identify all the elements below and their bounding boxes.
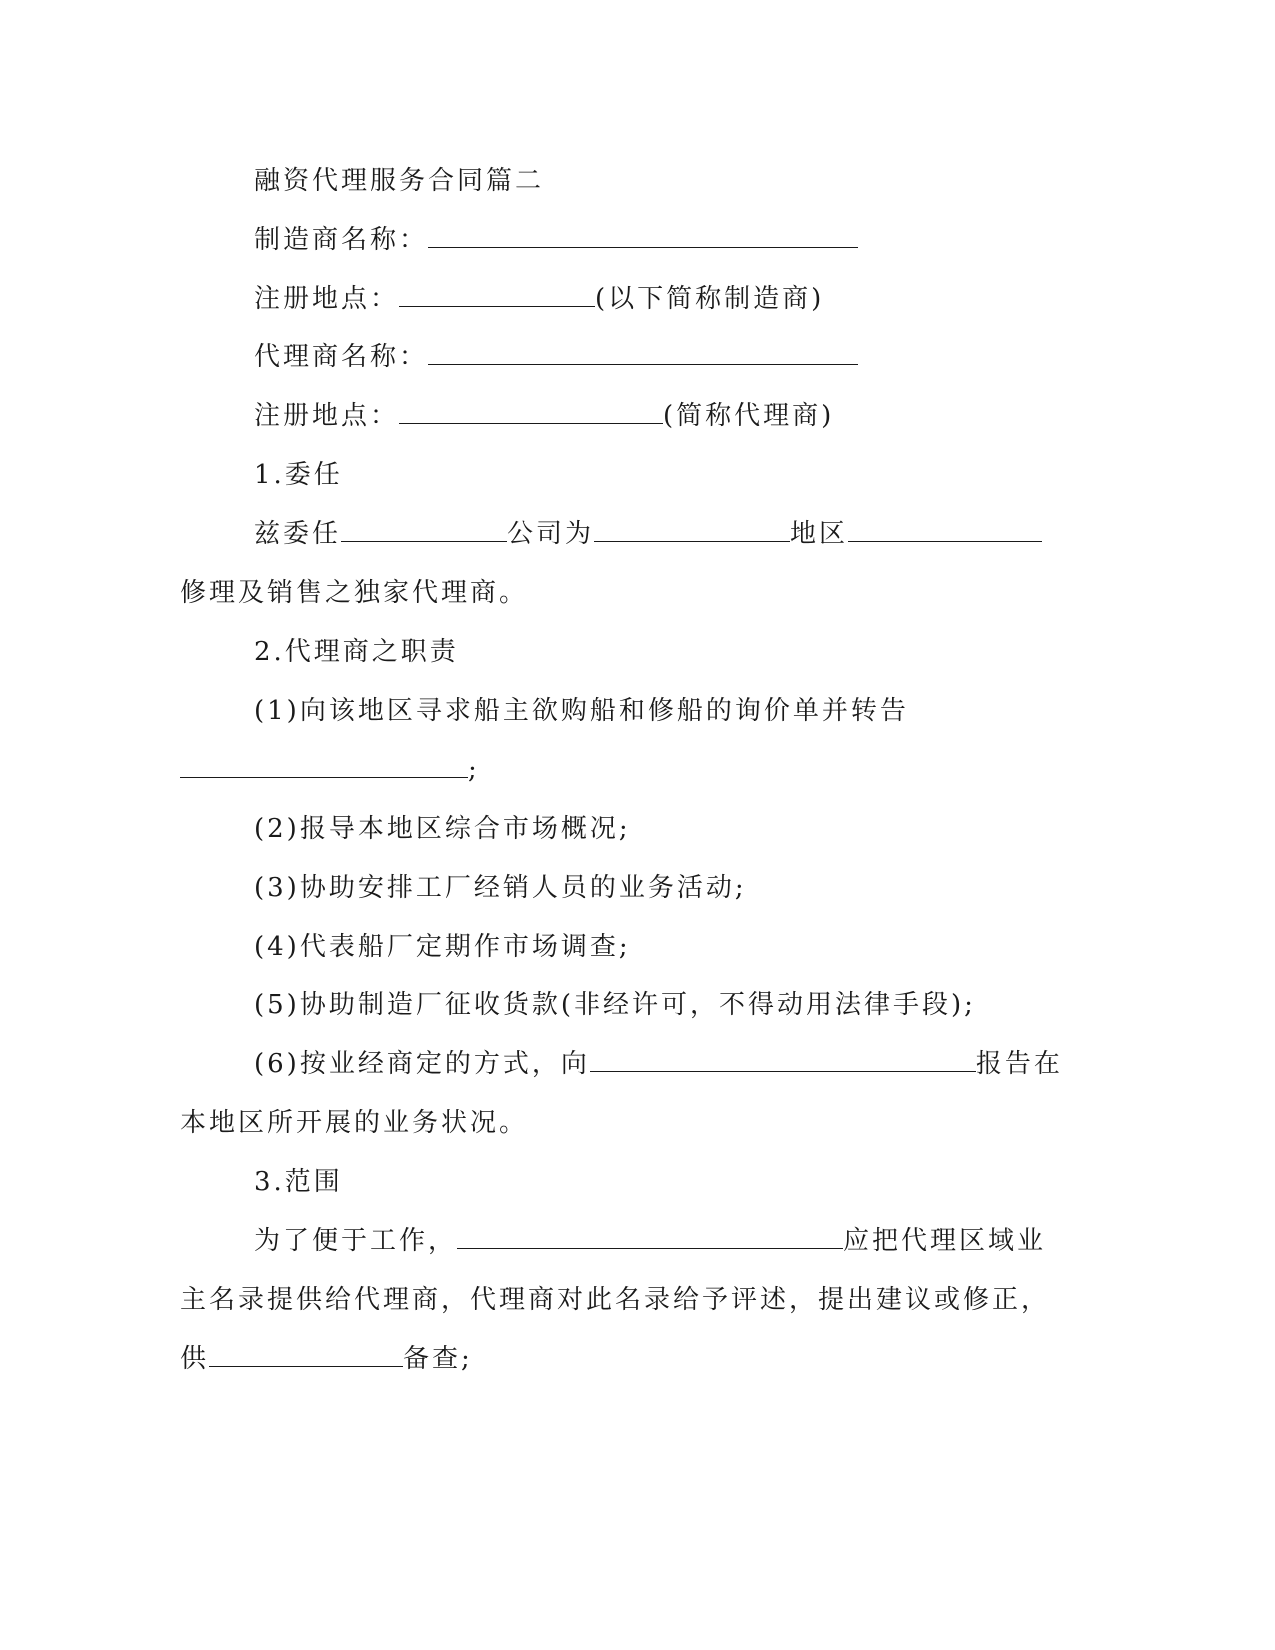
blank-field [209, 1344, 403, 1367]
blank-field [180, 755, 468, 778]
document-title: 融资代理服务合同篇二 [254, 166, 545, 196]
blank-field [594, 519, 790, 542]
section-heading-1: 1.委任 [254, 460, 343, 490]
blank-field [848, 519, 1042, 542]
manufacturer-registration-line: 注册地点： (以下简称制造商) [254, 284, 825, 314]
scope-line-3: 供 备查; [180, 1344, 473, 1374]
scope-line-1: 为了便于工作， 应把代理区域业 [254, 1226, 1047, 1256]
agent-registration-line: 注册地点： (简称代理商) [254, 401, 835, 431]
blank-field [590, 1049, 976, 1072]
appointment-line: 兹委任 公司为 地区 [254, 519, 1042, 549]
blank-field [399, 284, 595, 307]
scope-line-2: 主名录提供给代理商，代理商对此名录给予评述，提出建议或修正， [180, 1285, 1051, 1315]
duty-1: (1)向该地区寻求船主欲购船和修船的询价单并转告 [254, 696, 909, 726]
blank-field [399, 401, 663, 424]
blank-field [341, 519, 507, 542]
section-heading-2: 2.代理商之职责 [254, 637, 459, 667]
duty-5: (5)协助制造厂征收货款(非经许可，不得动用法律手段); [254, 990, 976, 1020]
manufacturer-name-line: 制造商名称： [254, 225, 858, 255]
duty-1-blank-line: ; [180, 755, 480, 785]
duty-2: (2)报导本地区综合市场概况; [254, 814, 631, 844]
duty-6: (6)按业经商定的方式，向 报告在 [254, 1049, 1063, 1079]
appointment-line-cont: 修理及销售之独家代理商。 [180, 578, 529, 608]
blank-field [457, 1226, 843, 1249]
duty-4: (4)代表船厂定期作市场调查; [254, 932, 631, 962]
duty-6-cont: 本地区所开展的业务状况。 [180, 1108, 529, 1138]
section-heading-3: 3.范围 [254, 1167, 343, 1197]
blank-field [428, 225, 858, 248]
blank-field [428, 342, 858, 365]
duty-3: (3)协助安排工厂经销人员的业务活动; [254, 873, 747, 903]
agent-name-line: 代理商名称： [254, 342, 858, 372]
